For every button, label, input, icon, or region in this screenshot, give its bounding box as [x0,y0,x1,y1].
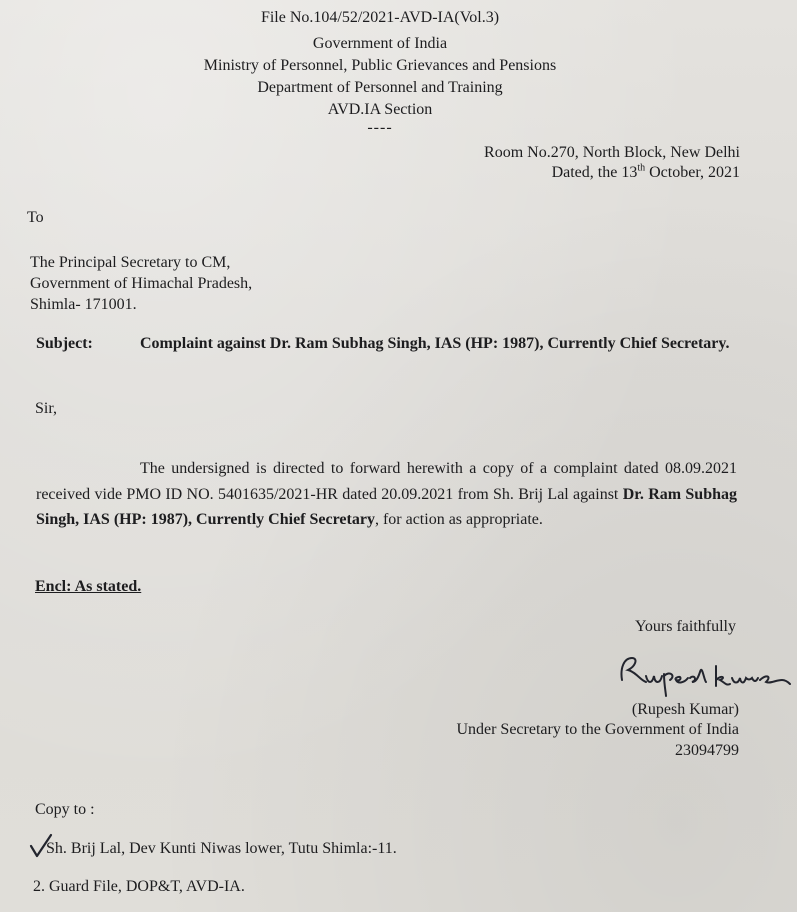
header-separator: ---- [367,119,393,136]
body-subject-name: Dr. Ram Subhag Singh, IAS (HP: 1987), Currently Chief Secretary [36,485,738,528]
copy-to-item-1: Sh. Brij Lal, Dev Kunti Niwas lower, Tutu Shimla:-11. [46,840,397,857]
copy-to-item-2: 2. Guard File, DOP&T, AVD-IA. [33,878,245,895]
signatory-designation: Under Secretary to the Government of India [456,721,739,738]
salutation: Sir, [35,400,58,417]
recipient-line-3: Shimla- 171001. [30,296,137,313]
section-name: AVD.IA Section [327,101,433,118]
department-name: Department of Personnel and Training [257,79,503,96]
file-number: File No.104/52/2021-AVD-IA(Vol.3) [260,9,500,26]
government-name: Government of India [312,35,448,52]
recipient-line-2: Government of Himachal Pradesh, [30,275,253,292]
subject-text: Complaint against Dr. Ram Subhag Singh, IAS (HP: 1987), Currently Chief Secretary. [140,335,730,352]
recipient-line-1: The Principal Secretary to CM, [30,254,231,271]
signature-image [612,650,792,698]
signatory-phone: 23094799 [675,742,739,759]
office-address: Room No.270, North Block, New Delhi [484,144,740,161]
ministry-name: Ministry of Personnel, Public Grievances and Pensions [203,57,557,74]
signatory-name: (Rupesh Kumar) [631,701,739,718]
letter-date: Dated, the 13th October, 2021 [551,162,740,181]
to-label: To [27,209,44,226]
yours-faithfully: Yours faithfully [634,618,736,635]
copy-to-label: Copy to : [35,801,95,818]
enclosure-note: Encl: As stated. [35,578,142,595]
body-paragraph: The undersigned is directed to forward herewith a copy of a complaint dated 08.09.2021 received vide PMO ID NO. 5401635/2021-HR dated 20.09.2021 from Sh. Brij Lal against Dr. Ram Subhag Singh, IAS (HP: 1987), Currently Chief Secretary, for action as appropriate. [36,460,738,528]
subject-label: Subject: [36,335,93,352]
